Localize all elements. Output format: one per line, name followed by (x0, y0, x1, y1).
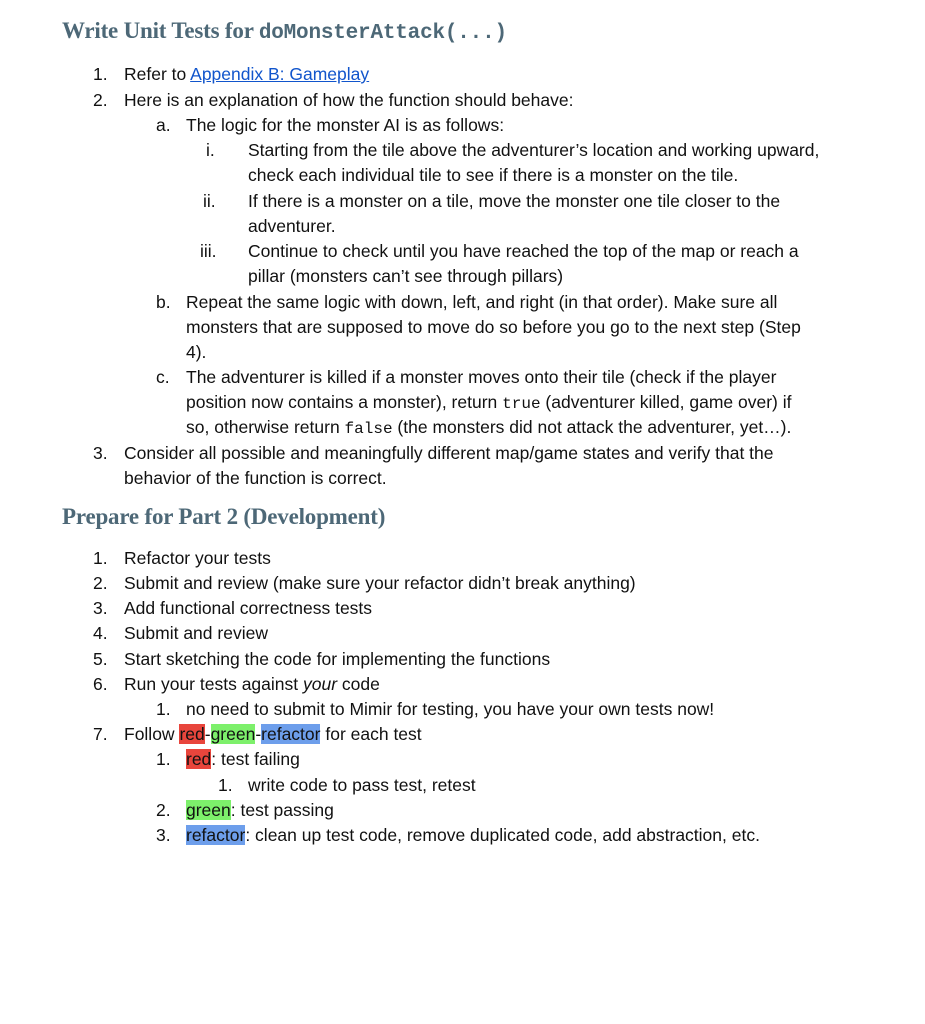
list-item: green: test passing (186, 800, 334, 820)
list-letter: b. (156, 292, 171, 312)
list-item: write code to pass test, retest (248, 775, 476, 795)
list-item: Consider all possible and meaningfully different map/game states and verify that the (124, 443, 774, 463)
function-name-code: doMonsterAttack(...) (258, 22, 507, 45)
list-number: 3. (156, 825, 171, 845)
list-number: 1. (93, 64, 108, 84)
list-letter: a. (156, 115, 171, 135)
list-item: monsters that are supposed to move do so before you go to the next step (Step (186, 317, 801, 337)
green-highlight: green (186, 800, 231, 820)
list-number: 4. (93, 623, 108, 643)
list-item: Here is an explanation of how the function should behave: (124, 90, 574, 110)
list-roman: i. (206, 140, 215, 160)
list-item: 4). (186, 342, 207, 362)
list-item: position now contains a monster), return true (adventurer killed, game over) if (186, 392, 792, 413)
red-highlight: red (186, 749, 212, 769)
list-item: Refactor your tests (124, 548, 271, 568)
list-item: Submit and review (124, 623, 268, 643)
list-item: Start sketching the code for implementing the functions (124, 649, 551, 669)
list-roman: ii. (203, 191, 216, 211)
list-number: 1. (156, 749, 171, 769)
list-number: 3. (93, 443, 108, 463)
list-item: no need to submit to Mimir for testing, you have your own tests now! (186, 699, 715, 719)
list-item: Run your tests against your code (124, 674, 380, 694)
list-number: 6. (93, 674, 108, 694)
list-item: Continue to check until you have reached the top of the map or reach a (248, 241, 799, 261)
list-item: Submit and review (make sure your refactor didn’t break anything) (124, 573, 636, 593)
list-item: refactor: clean up test code, remove duplicated code, add abstraction, etc. (186, 825, 760, 845)
section-heading-prepare-part2: Prepare for Part 2 (Development) (62, 504, 386, 529)
red-highlight: red (179, 724, 205, 744)
list-item: The logic for the monster AI is as follows: (186, 115, 505, 135)
list-item: Add functional correctness tests (124, 598, 373, 618)
list-number: 1. (156, 699, 171, 719)
list-item: Repeat the same logic with down, left, and right (in that order). Make sure all (186, 292, 778, 312)
list-item: Starting from the tile above the adventurer’s location and working upward, (248, 140, 820, 160)
list-item: The adventurer is killed if a monster moves onto their tile (check if the player (186, 367, 777, 387)
list-item: Refer to Appendix B: Gameplay (124, 64, 370, 84)
list-item: pillar (monsters can’t see through pillars) (248, 266, 564, 286)
list-item: so, otherwise return false (the monsters did not attack the adventurer, yet…). (186, 417, 792, 438)
appendix-b-link[interactable]: Appendix B: Gameplay (190, 64, 370, 84)
refactor-highlight: refactor (261, 724, 321, 744)
green-highlight: green (210, 724, 256, 744)
list-item: If there is a monster on a tile, move the monster one tile closer to the (248, 191, 781, 211)
refactor-highlight: refactor (186, 825, 246, 845)
list-number: 1. (218, 775, 233, 795)
list-number: 2. (93, 90, 108, 110)
list-item: adventurer. (248, 216, 336, 236)
list-item: behavior of the function is correct. (124, 468, 387, 488)
list-number: 2. (93, 573, 108, 593)
true-code: true (502, 395, 541, 413)
list-number: 7. (93, 724, 108, 744)
list-number: 5. (93, 649, 108, 669)
list-roman: iii. (200, 241, 217, 261)
list-item: check each individual tile to see if there is a monster on the tile. (248, 165, 739, 185)
list-number: 1. (93, 548, 108, 568)
list-item: Follow red-green-refactor for each test (124, 724, 422, 744)
false-code: false (344, 420, 393, 438)
list-item: red: test failing (186, 749, 300, 769)
list-number: 2. (156, 800, 171, 820)
section-heading-unit-tests: Write Unit Tests for doMonsterAttack(...) (62, 18, 507, 45)
list-letter: c. (156, 367, 170, 387)
list-number: 3. (93, 598, 108, 618)
